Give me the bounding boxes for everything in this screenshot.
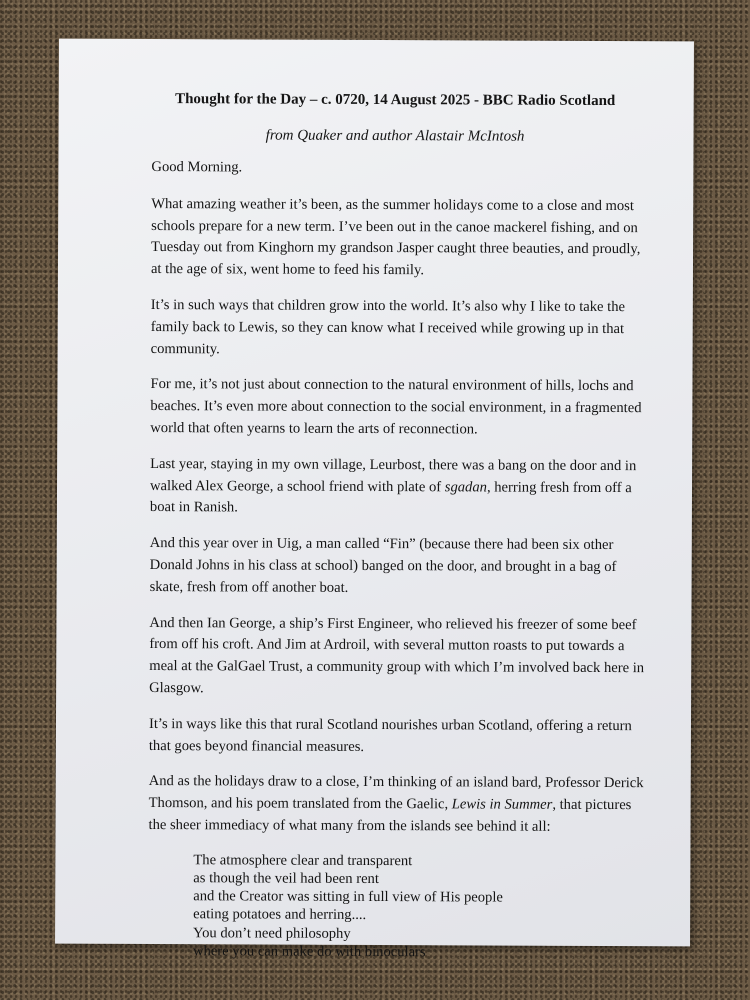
poem-line: where you can make do with binoculars (192, 942, 426, 960)
paragraph-rural-scotland: It’s in ways like this that rural Scotland nourishes urban Scotland, offering a return that goes beyond financial measures. (148, 715, 632, 755)
poem-line: and the Creator was sitting in full view of His people (193, 888, 503, 906)
paragraph-weather: What amazing weather it’s been, as the summer holidays come to a close and most schools prepare for a new term. I’ve been out in the canoe mackerel fishing, and on Tuesday out from Kinghorn my grandson Jasper caught three beauties, and proudly, at the age of six, went home to feed his family. (150, 195, 641, 279)
document-byline: from Quaker and author Alastair McIntosh (265, 127, 525, 145)
paragraph-children: It’s in such ways that children grow into the world. It’s also why I like to take the family back to Lewis, so they can know what I received while growing up in that community. (150, 297, 626, 357)
poem-line: as though the veil had been rent (193, 870, 379, 887)
paragraph-leurbost-start: Last year, staying in my own village, Leurbost, there was a bang on the door and in walked Alex George, a school friend with plate of (149, 455, 637, 495)
paragraph-bard-start: And as the holidays draw to a close, I’m thinking of an island bard, Professor Derick Thomson, and his poem translated from the Gaelic, (148, 773, 644, 813)
paragraph-leurbost-end: , herring fresh from off a boat in Ranish. (149, 479, 632, 516)
poem-excerpt (193, 851, 648, 962)
poem-line: eating potatoes and herring.... (193, 906, 367, 924)
document-heading: Thought for the Day – c. 0720, 14 August 2025 - BBC Radio Scotland (175, 91, 616, 110)
document-body (148, 157, 651, 962)
paper-sheet (55, 39, 694, 960)
paragraph-bard-end: , that pictures the sheer immediacy of what many from the islands see behind it all: (148, 796, 632, 835)
poem-title: Lewis in Summer (451, 796, 553, 813)
paragraph-connection: For me, it’s not just about connection to the natural environment of hills, lochs and beaches. It’s even more about connection to the social environment, in a fragmented world that often yearns to learn the arts of reconnection. (150, 376, 642, 438)
paragraph-uig: And this year over in Uig, a man called “Fin” (because there had been six other Donald Johns in his class at school) banged on the door, and brought in a bag of skate, fresh from off another boat. (149, 535, 617, 596)
poem-line: You don’t need philosophy (193, 924, 351, 942)
greeting: Good Morning. (151, 159, 243, 176)
paragraph-bard (148, 771, 648, 839)
paragraph-ian-george: And then Ian George, a ship’s First Engineer, who relieved his freezer of some beef from off his croft. And Jim at Ardroil, with several mutton roasts to put towards a meal at the GalGael Trust, a community group with which I’m involved back here in Glasgow. (149, 614, 645, 697)
sgadan-term: sgadan (444, 478, 487, 496)
paragraph-leurbost (150, 454, 650, 522)
poem-line: The atmosphere clear and transparent (193, 851, 413, 869)
